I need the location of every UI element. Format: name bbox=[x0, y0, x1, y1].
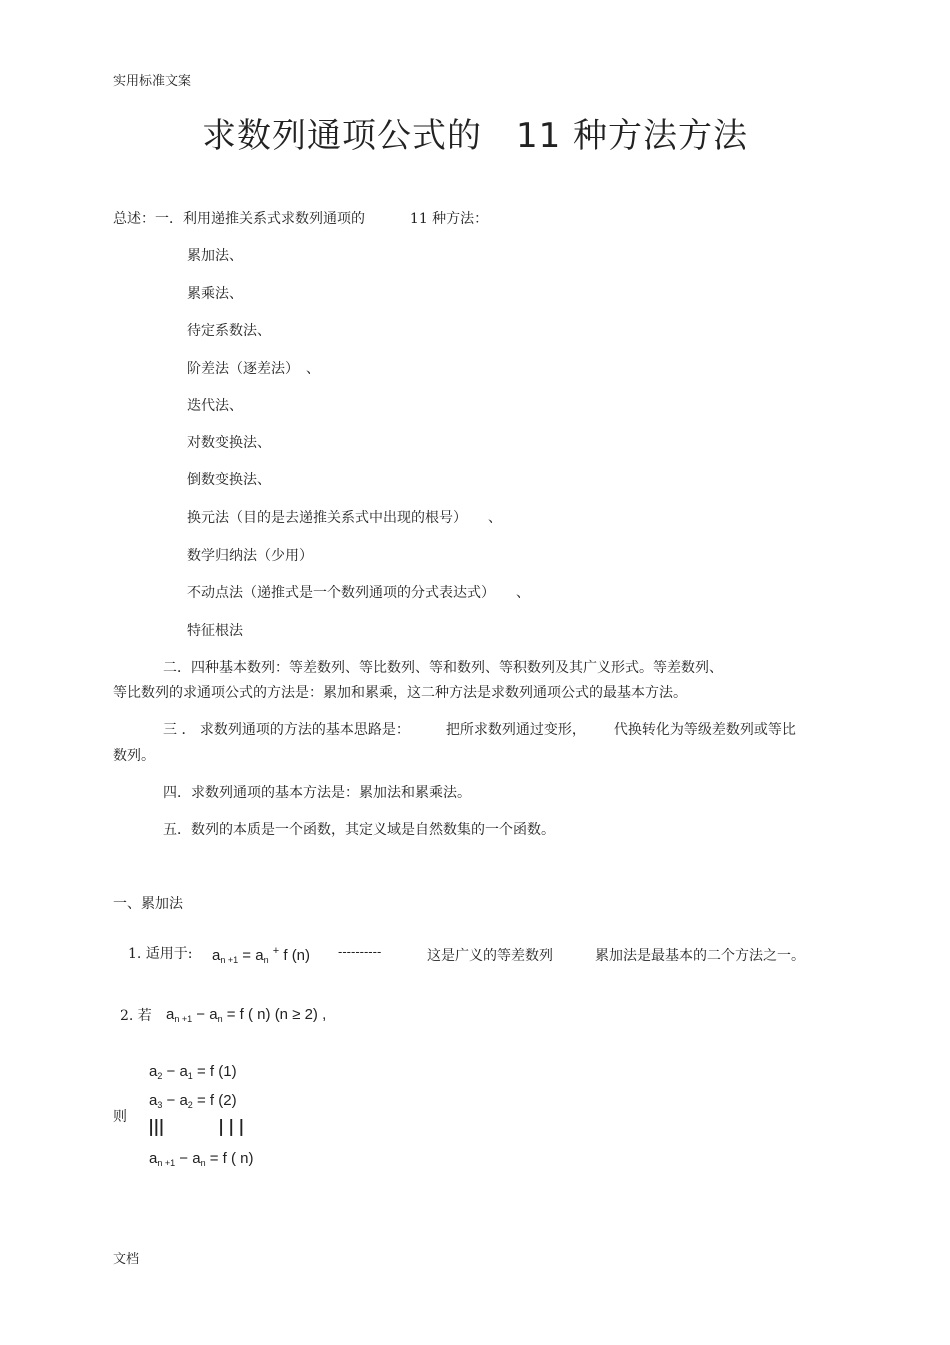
item1-dashes: ---------- bbox=[338, 944, 382, 959]
page-title bbox=[0, 108, 950, 157]
paragraph-two-line1: 二．四种基本数列：等差数列、等比数列、等和数列、等积数列及其广义形式。等差数列、 bbox=[163, 660, 723, 676]
paragraph-two-line2: 等比数列的求通项公式的方法是：累加和累乘，这二种方法是求数列通项公式的最基本方法。 bbox=[113, 685, 687, 701]
item2-condition: (n ≥ 2) , bbox=[274, 1006, 327, 1023]
method-item: 累加法、 bbox=[187, 248, 243, 264]
method-item: 对数变换法、 bbox=[187, 435, 271, 451]
section-heading: 一、累加法 bbox=[113, 896, 183, 912]
item1-note: 累加法是最基本的二个方法之一。 bbox=[595, 948, 805, 964]
title-rest: 种方法方法 bbox=[573, 116, 749, 156]
title-number: 11 bbox=[515, 116, 562, 156]
paragraph-three-a: 三 ． 求数列通项的方法的基本思路是： bbox=[163, 722, 410, 738]
method-item: 不动点法（递推式是一个数列通项的分式表达式） 、 bbox=[187, 585, 530, 601]
summary-lead-line bbox=[113, 208, 488, 228]
paragraph-five: 五．数列的本质是一个函数，其定义域是自然数集的一个函数。 bbox=[163, 822, 555, 838]
equation-line: $a_3 - a_2 = f$ (2) bbox=[149, 1092, 237, 1110]
ellipsis-marks: ||| bbox=[148, 1117, 164, 1137]
item2-formula: $a_{n +1} - a_n = f$ ( n) (n ≥ 2) , bbox=[166, 1006, 327, 1024]
summary-lead: 总述：一．利用递推关系式求数列通项的 bbox=[113, 211, 365, 227]
method-item: 累乘法、 bbox=[187, 286, 243, 302]
equation-line: $a_2 - a_1 = f$ (1) bbox=[149, 1063, 237, 1081]
item1-note: 这是广义的等差数列 bbox=[427, 948, 553, 964]
ellipsis-marks: | | | bbox=[218, 1117, 244, 1137]
title-main: 求数列通项公式的 bbox=[201, 116, 482, 156]
then-label: 则 bbox=[113, 1109, 127, 1125]
item2-label: 2. 若 bbox=[120, 1008, 152, 1024]
method-item: 倒数变换法、 bbox=[187, 472, 271, 488]
method-item: 待定系数法、 bbox=[187, 323, 271, 339]
item1-label: 1. 适用于: bbox=[128, 946, 193, 962]
paragraph-three-line2: 数列。 bbox=[113, 748, 155, 764]
method-item: 阶差法（逐差法） 、 bbox=[187, 361, 320, 377]
method-item: 迭代法、 bbox=[187, 398, 243, 414]
paragraph-three-line1 bbox=[163, 719, 796, 739]
paragraph-four: 四．求数列通项的基本方法是：累加法和累乘法。 bbox=[163, 785, 471, 801]
equation-line: $a_{n +1} - a_n = f$ ( n) bbox=[149, 1150, 254, 1168]
paragraph-three-b: 把所求数列通过变形， bbox=[445, 722, 586, 738]
summary-count: 11 种方法： bbox=[409, 211, 489, 227]
item1-formula: $a_{n +1} = a_n$ + f (n) bbox=[212, 945, 311, 965]
method-item: 换元法（目的是去递推关系式中出现的根号） 、 bbox=[187, 510, 502, 526]
method-item: 数学归纳法（少用） bbox=[187, 548, 313, 564]
page-footer: 文档 bbox=[113, 1252, 140, 1267]
paragraph-three-c: 代换转化为等级差数列或等比 bbox=[613, 722, 796, 738]
page-header: 实用标准文案 bbox=[113, 74, 192, 89]
method-item: 特征根法 bbox=[187, 623, 243, 639]
